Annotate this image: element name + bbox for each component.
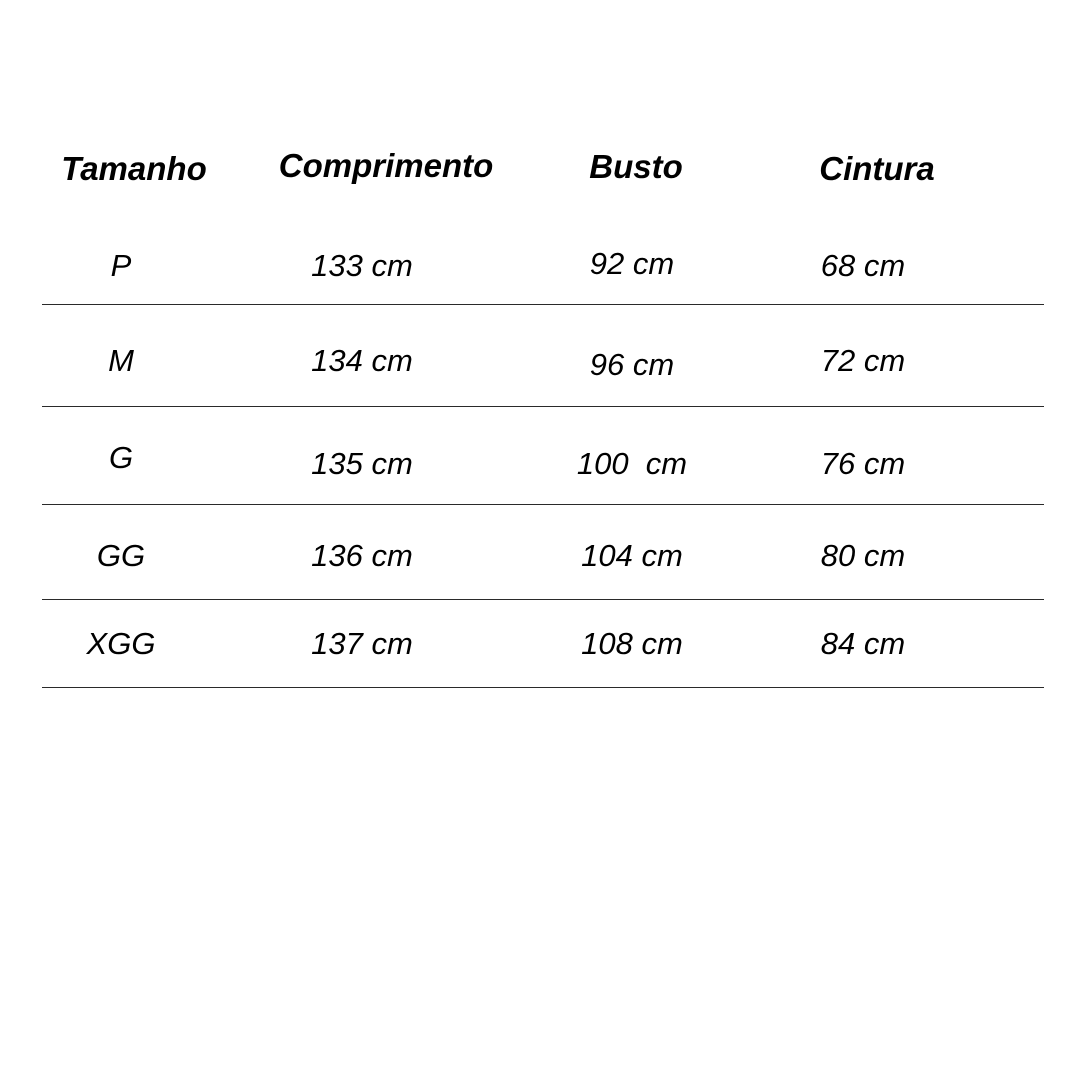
row-divider bbox=[42, 406, 1044, 407]
row-p-waist: 68 cm bbox=[820, 248, 906, 283]
row-xgg-bust: 108 cm bbox=[581, 626, 683, 661]
row-divider bbox=[42, 504, 1044, 505]
row-divider bbox=[42, 687, 1044, 688]
row-p-length: 133 cm bbox=[311, 248, 413, 283]
row-g-length: 135 cm bbox=[311, 446, 413, 481]
header-length: Comprimento bbox=[278, 147, 494, 184]
row-g-bust: 100 cm bbox=[576, 446, 688, 481]
row-xgg-waist: 84 cm bbox=[820, 626, 906, 661]
row-m-size: M bbox=[108, 343, 134, 378]
row-g-waist: 76 cm bbox=[820, 446, 906, 481]
row-gg-length: 136 cm bbox=[311, 538, 413, 573]
row-divider bbox=[42, 304, 1044, 305]
row-g-size: G bbox=[108, 440, 134, 475]
row-p-size: P bbox=[110, 248, 132, 283]
row-gg-size: GG bbox=[96, 538, 146, 573]
header-bust: Busto bbox=[589, 148, 683, 185]
row-divider bbox=[42, 599, 1044, 600]
row-xgg-size: XGG bbox=[86, 626, 156, 661]
header-size: Tamanho bbox=[61, 150, 207, 187]
row-m-waist: 72 cm bbox=[820, 343, 906, 378]
row-gg-bust: 104 cm bbox=[581, 538, 683, 573]
row-p-bust: 92 cm bbox=[589, 246, 675, 281]
row-m-bust: 96 cm bbox=[589, 347, 675, 382]
row-gg-waist: 80 cm bbox=[820, 538, 906, 573]
row-xgg-length: 137 cm bbox=[311, 626, 413, 661]
row-m-length: 134 cm bbox=[311, 343, 413, 378]
header-waist: Cintura bbox=[819, 150, 935, 187]
